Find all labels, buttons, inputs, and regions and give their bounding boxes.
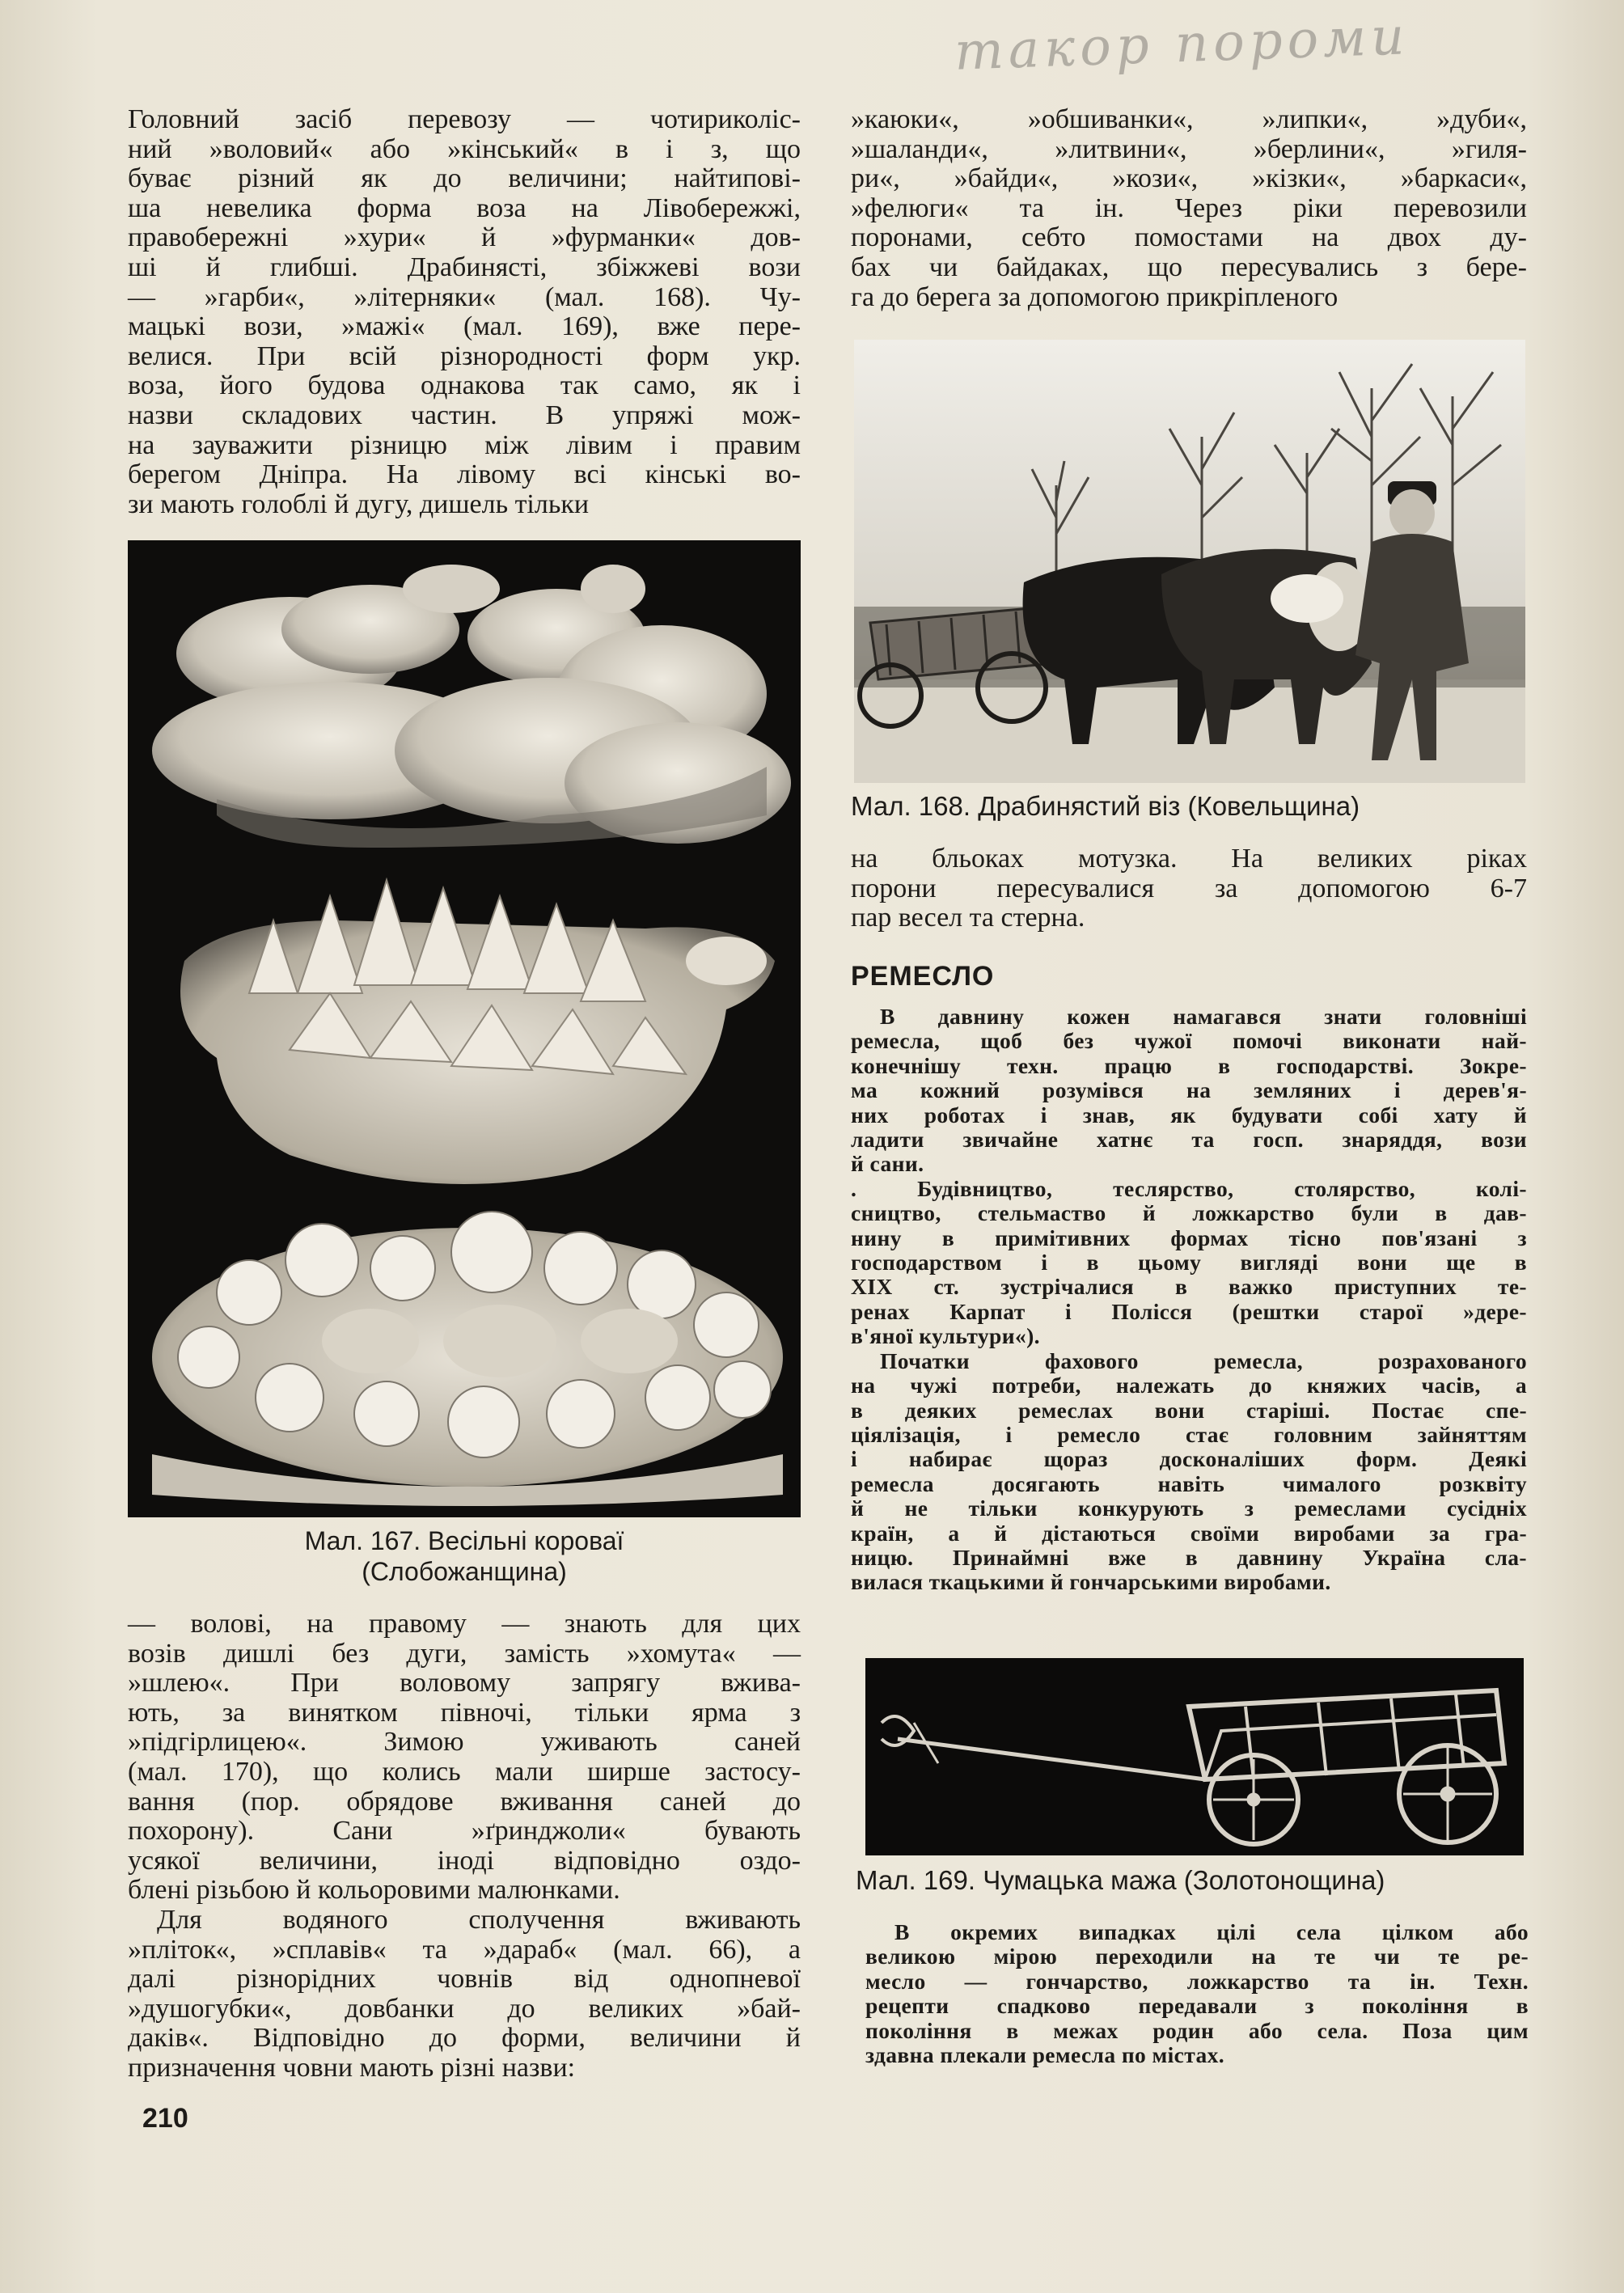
text-line: блені різьбою й кольоровими малюнками.: [128, 1875, 620, 1906]
text-line: ри«, »байди«, »кози«, »кізки«, »баркаси«,: [851, 163, 1527, 194]
text-line: В окремих випадках цілі села цілком або: [894, 1919, 1529, 1944]
text-line: ша невелика форма воза на Лівобережжі,: [128, 192, 801, 223]
text-line: покоління в межах родин або села. Поза цим: [865, 2017, 1529, 2043]
text-line: на зауважити різницю між лівим і правим: [128, 429, 801, 460]
text-line: конечнішу техн. працю в господарстві. Зокре-: [851, 1052, 1527, 1078]
text-line: ма кожний розумівся на земляних і дерев'я-: [851, 1077, 1527, 1103]
figure-168-caption: Мал. 168. Драбинястий віз (Ковельщина): [851, 791, 1360, 821]
text-line: ренах Карпат і Полісся (рештки старої »дере-: [851, 1298, 1527, 1324]
text-line: »каюки«, »обшиванки«, »липки«, »дуби«,: [851, 104, 1527, 134]
text-line: . Будівництво, теслярство, столярство, колі-: [851, 1175, 1527, 1201]
ladder-cart-image: [854, 340, 1525, 783]
chumak-wagon-image: [865, 1658, 1524, 1855]
text-line: месло — гончарство, ложкарство та ін. Техн.: [865, 1968, 1529, 1994]
left-top-paragraph: [128, 105, 801, 519]
figure-167-caption-line2: (Слобожанщина): [362, 1557, 567, 1586]
text-line: й не тільки конкурують з ремеслами сусідніх: [851, 1496, 1527, 1521]
text-line: порони пересувалися за допомогою 6-7: [851, 873, 1527, 903]
text-line: га до берега за допомогою прикріпленого: [851, 281, 1339, 312]
figure-168-ladder-cart-photo: [854, 340, 1525, 783]
text-line: ницю. Принаймні вже в давнину Україна сла-: [851, 1544, 1527, 1570]
text-line: »шлею«. При воловому запрягу вжива-: [128, 1668, 801, 1699]
wedding-breads-image: [128, 540, 801, 1517]
figure-167-caption-line1: Мал. 167. Весільні короваї: [304, 1526, 624, 1555]
text-line: бах чи байдаках, що пересувались з бере-: [851, 252, 1527, 282]
text-line: ремесла, щоб без чужої помочі виконати най-: [851, 1028, 1527, 1054]
text-line: ють, за винятком півночі, тільки ярма з: [128, 1697, 801, 1728]
text-line: в деяких ремеслах вони старіші. Постає спе-: [851, 1397, 1527, 1423]
text-line: країн, а й дістаються своїми виробами за гра-: [851, 1520, 1527, 1546]
text-line: сництво, стельмаство й ложкарство були в дав-: [851, 1200, 1527, 1226]
text-line: в'яної культури«).: [851, 1323, 1040, 1349]
text-line: возів дишлі без дуги, замість »хомута« —: [128, 1638, 801, 1669]
text-line: »душогубки«, довбанки до великих »бай-: [128, 1993, 801, 2024]
text-line: поронами, себто помостами на двох ду-: [851, 222, 1527, 253]
figure-167-caption: [128, 1525, 801, 1587]
text-line: Головний засіб перевозу — чотириколіс-: [128, 104, 801, 134]
text-line: мацькі вози, »мажі« (мал. 169), вже пере-: [128, 311, 801, 342]
text-line: »шаланди«, »литвини«, »берлини«, »гиля-: [851, 133, 1527, 164]
text-line: пар весел та стерна.: [851, 903, 1085, 933]
page-number: 210: [142, 2103, 188, 2134]
text-line: нину в примітивних формах тісно пов'язані з: [851, 1225, 1527, 1250]
figure-169-caption: Мал. 169. Чумацька мажа (Золотонощина): [856, 1865, 1385, 1895]
left-bottom-text: [128, 1610, 801, 2084]
text-line: на бльоках мотузка. На великих ріках: [851, 844, 1527, 874]
text-line: буває різний як до величини; найтипові-: [128, 163, 801, 194]
left-bottom-paragraph-1: [128, 1610, 801, 1906]
craft-paragraph-1: [851, 1005, 1527, 1177]
text-line: рецепти спадково передавали з покоління в: [865, 1993, 1529, 2019]
text-line: далі різнорідних човнів від однопневої: [128, 1964, 801, 1995]
text-line: правобережні »хури« й »фурманки« дов-: [128, 222, 801, 253]
craft-paragraph-3: [851, 1349, 1527, 1595]
text-line: — волові, на правому — знають для цих: [128, 1609, 801, 1639]
text-line: ші й глибші. Драбинясті, збіжжеві вози: [128, 252, 801, 282]
text-line: ладити звичайне хатнє та госп. знаряддя, вози: [851, 1127, 1527, 1153]
figure-167-wedding-breads-photo: [128, 540, 801, 1517]
text-line: господарством і в цьому вигляді вони ще в: [851, 1250, 1527, 1276]
text-line: усякої величини, іноді відповідно оздо-: [128, 1845, 801, 1876]
text-line: здавна плекали ремесла по містах.: [865, 2042, 1225, 2068]
text-line: призначення човни мають різні назви:: [128, 2052, 576, 2083]
text-line: »пліток«, »сплавів« та »дараб« (мал. 66), а: [128, 1934, 801, 1965]
text-line: велися. При всій різнородності форм укр.: [128, 341, 801, 371]
craft-final-text: [865, 1920, 1529, 2067]
text-line: на чужі потреби, належать до княжих часів, а: [851, 1373, 1527, 1398]
text-line: вання (пор. обрядове вживання саней до: [128, 1786, 801, 1817]
figure-169-chumak-wagon-photo: [865, 1658, 1524, 1855]
text-line: »фелюги« та ін. Через ріки перевозили: [851, 192, 1527, 223]
text-line: — »гарби«, »літерняки« (мал. 168). Чу-: [128, 281, 801, 312]
text-line: (мал. 170), що колись мали ширше застосу-: [128, 1756, 801, 1787]
text-line: і набирає щораз досконаліших форм. Деякі: [851, 1446, 1527, 1472]
text-line: »підгірлицею«. Зимою уживають саней: [128, 1727, 801, 1758]
text-line: назви складових частин. В упряжі мож-: [128, 400, 801, 430]
text-line: них роботах і знав, як будувати собі хату й: [851, 1102, 1527, 1127]
text-line: ціялізація, і ремесло стає головним зайняттям: [851, 1421, 1527, 1447]
right-top-paragraph: [851, 105, 1527, 312]
text-line: вилася ткацькими й гончарськими виробами.: [851, 1569, 1331, 1595]
handwritten-note: такор пороми: [953, 6, 1410, 82]
right-after-figure-168: [851, 844, 1527, 933]
text-line: Початки фахового ремесла, розрахованого: [880, 1347, 1527, 1373]
text-line: воза, його будова однакова так само, як і: [128, 370, 801, 401]
left-bottom-paragraph-2: [128, 1906, 801, 2084]
after-figure-168-paragraph: [851, 844, 1527, 933]
text-line: даків«. Відповідно до форми, величини й: [128, 2023, 801, 2054]
text-line: ний »воловий« або »кінський« в і з, що: [128, 133, 801, 164]
text-line: Для водяного сполучення вживають: [157, 1904, 801, 1935]
text-line: зи мають голоблі й дугу, дишель тільки: [128, 489, 590, 519]
text-line: похорону). Сани »ґринджоли« бувають: [128, 1816, 801, 1847]
craft-text-block: [851, 1005, 1527, 1595]
text-line: й сани.: [851, 1151, 924, 1177]
left-column: [128, 105, 801, 519]
section-heading-remeslo: РЕМЕСЛО: [851, 961, 995, 992]
craft-paragraph-4: [865, 1920, 1529, 2067]
text-line: XIX ст. зустрічалися в важко приступних те-: [851, 1274, 1527, 1300]
text-line: берегом Дніпра. На лівому всі кінські во-: [128, 459, 801, 490]
text-line: великою мірою переходили на те чи те ре-: [865, 1944, 1529, 1969]
text-line: ремесла досягають навіть чималого розквіту: [851, 1470, 1527, 1496]
craft-paragraph-2: [851, 1177, 1527, 1349]
right-column: [851, 105, 1527, 312]
text-line: В давнину кожен намагався знати головніші: [880, 1004, 1527, 1029]
